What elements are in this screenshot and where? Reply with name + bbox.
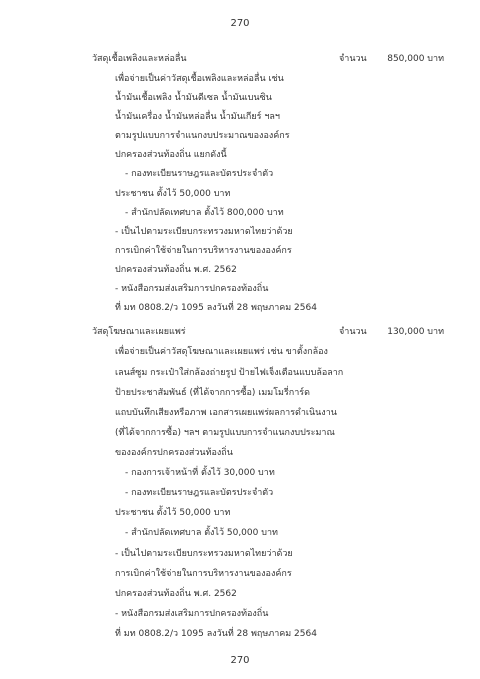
section-2-line: - หนังสือกรมส่งเสริมการปกครองท้องถิ่น bbox=[115, 609, 269, 619]
section-1-line: ตามรูปแบบการจำแนกงบประมาณขององค์กร bbox=[115, 131, 290, 141]
section-2-line: ขององค์กรปกครองส่วนท้องถิ่น bbox=[115, 448, 233, 458]
section-1-amount-label: จำนวน bbox=[339, 54, 367, 64]
section-1-line: การเบิกค่าใช้จ่ายในการบริหารงานขององค์กร bbox=[115, 246, 292, 256]
page-number-top: 270 bbox=[230, 18, 250, 29]
section-2-line: - กองทะเบียนราษฎรและบัตรประจำตัว bbox=[125, 488, 274, 498]
section-1-line: ปกครองส่วนท้องถิ่น พ.ศ. 2562 bbox=[115, 265, 237, 275]
section-2-amount-label: จำนวน bbox=[339, 327, 367, 337]
section-1-line: น้ำมันเชื้อเพลิง น้ำมันดีเซล น้ำมันเบนซิน bbox=[115, 93, 272, 103]
section-2-line: แถบบันทึกเสียงหรือภาพ เอกสารเผยแพร่ผลการดำเนินงาน bbox=[115, 408, 337, 418]
section-2-line: ที่ มท 0808.2/ว 1095 ลงวันที่ 28 พฤษภาคม 2564 bbox=[115, 629, 317, 639]
section-2-line: การเบิกค่าใช้จ่ายในการบริหารงานขององค์กร bbox=[115, 569, 292, 579]
section-1-line: น้ำมันเครื่อง น้ำมันหล่อลื่น น้ำมันเกียร์ ฯลฯ bbox=[115, 112, 280, 122]
section-2-line: เลนส์ซูม กระเป๋าใส่กล้องถ่ายรูป ป้ายไฟเจ็งเตือนแบบล้อลาก bbox=[115, 368, 344, 378]
section-1-line: - สำนักปลัดเทศบาล ตั้งไว้ 800,000 บาท bbox=[125, 208, 284, 218]
section-2-line: เพื่อจ่ายเป็นค่าวัสดุโฆษณาและเผยแพร่ เช่น ขาตั้งกล้อง bbox=[115, 347, 328, 357]
section-2-line: (ที่ได้จากการซื้อ) ฯลฯ ตามรูปแบบการจำแนกงบประมาณ bbox=[115, 428, 335, 438]
section-1-line: - กองทะเบียนราษฎรและบัตรประจำตัว bbox=[125, 169, 274, 179]
section-2-amount: 130,000 บาท bbox=[387, 327, 444, 337]
page-number-bottom: 270 bbox=[230, 655, 250, 666]
section-2-line: ปกครองส่วนท้องถิ่น พ.ศ. 2562 bbox=[115, 589, 237, 599]
section-1-amount: 850,000 บาท bbox=[387, 54, 444, 64]
section-2-line: - กองการเจ้าหน้าที่ ตั้งไว้ 30,000 บาท bbox=[125, 468, 275, 478]
section-1-line: ปกครองส่วนท้องถิ่น แยกดังนี้ bbox=[115, 150, 227, 160]
section-2-line: ป้ายประชาสัมพันธ์ (ที่ได้จากการซื้อ) เมมโมรี่การ์ด bbox=[115, 388, 310, 398]
section-1-line: - หนังสือกรมส่งเสริมการปกครองท้องถิ่น bbox=[115, 284, 269, 294]
section-1-title: วัสดุเชื้อเพลิงและหล่อลื่น bbox=[92, 54, 187, 64]
section-2-line: ประชาชน ตั้งไว้ 50,000 บาท bbox=[115, 508, 231, 518]
section-1-line: เพื่อจ่ายเป็นค่าวัสดุเชื้อเพลิงและหล่อลื่น เช่น bbox=[115, 74, 284, 84]
section-1-line: ประชาชน ตั้งไว้ 50,000 บาท bbox=[115, 189, 231, 199]
section-2-line: - สำนักปลัดเทศบาล ตั้งไว้ 50,000 บาท bbox=[125, 528, 278, 538]
section-1-line: - เป็นไปตามระเบียบกระทรวงมหาดไทยว่าด้วย bbox=[115, 227, 293, 237]
section-1-line: ที่ มท 0808.2/ว 1095 ลงวันที่ 28 พฤษภาคม 2564 bbox=[115, 303, 317, 313]
section-2-title: วัสดุโฆษณาและเผยแพร่ bbox=[92, 327, 186, 337]
section-2-line: - เป็นไปตามระเบียบกระทรวงมหาดไทยว่าด้วย bbox=[115, 549, 293, 559]
